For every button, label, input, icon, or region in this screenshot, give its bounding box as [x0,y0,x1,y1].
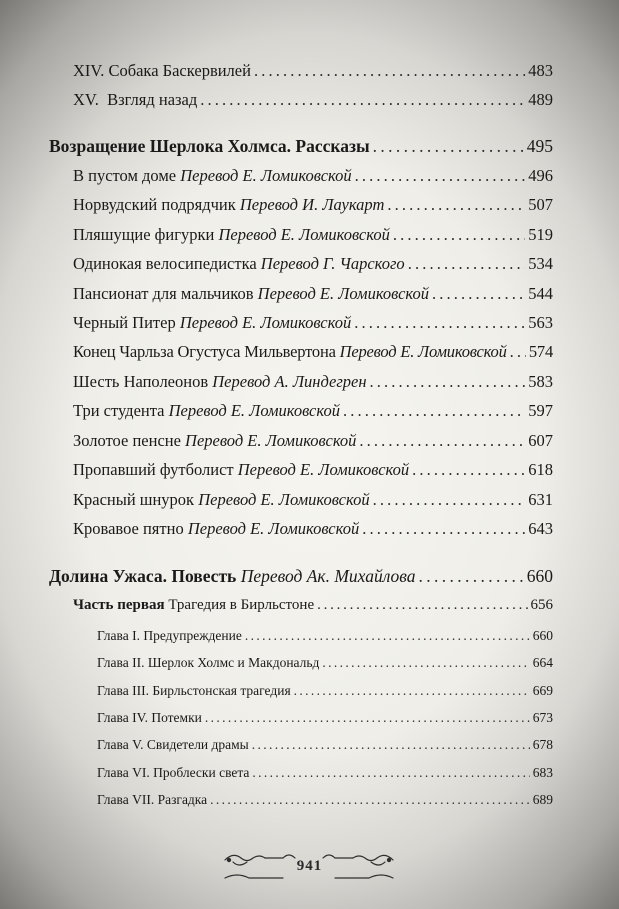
entry-translator: Перевод Е. Ломиковской [257,284,430,303]
toc-entry [0,195,619,215]
toc-entry [0,342,619,362]
entry-translator: Перевод Е. Ломиковской [218,225,390,244]
dot-leader [252,765,529,781]
dot-leader [294,683,530,699]
entry-page-number: 678 [532,737,553,752]
toc-entry [0,225,619,245]
toc-chapter-entry [0,765,619,781]
toc-section-heading [0,566,619,587]
entry-title: Одинокая велосипедистка [73,254,261,273]
dot-leader [373,136,524,157]
dot-leader [200,90,525,110]
toc-chapter-entry [0,737,619,753]
entry-title: Глава V. Свидетели драмы [97,737,249,752]
toc-section-heading [0,136,619,157]
entry-page-number: 660 [532,628,553,643]
entry-title: Норвудский подрядчик [73,195,240,214]
dot-leader [343,401,525,421]
entry-translator: Перевод Е. Ломиковской [180,166,352,185]
entry-page-number: 519 [528,225,553,244]
dot-leader [322,655,529,671]
entry-page-number: 660 [526,566,553,586]
entry-page-number: 631 [528,490,553,509]
entry-translator: Перевод Ак. Михайлова [240,566,416,586]
entry-page-number: 483 [528,61,553,80]
entry-title: Пропавший футболист [73,460,238,479]
entry-page-number: 534 [528,254,553,273]
entry-title: Глава VII. Разгадка [97,792,208,807]
dot-leader [245,628,530,644]
dot-leader [359,431,525,451]
entry-title: Пансионат для мальчиков [73,284,258,303]
entry-translator: Перевод Е. Ломиковской [237,460,410,479]
entry-translator: Перевод Е. Ломиковской [185,431,357,450]
entry-title: Трагедия в Бирльстоне [168,597,315,613]
entry-translator: Перевод Е. Ломиковской [198,490,370,509]
entry-translator: Перевод А. Линдегрен [212,372,367,391]
section-title: Возращение Шерлока Холмса. Рассказы [49,136,370,156]
toc-entry [0,90,619,110]
entry-title: Глава I. Предупреждение [97,628,242,643]
entry-page-number: 563 [528,313,553,332]
toc-chapter-entry [0,655,619,671]
entry-page-number: 597 [528,401,553,420]
dot-leader [373,490,526,510]
dot-leader [354,313,525,333]
entry-page-number: 495 [526,136,553,156]
entry-title: Конец Чарльза Огустуса Мильвертона [73,342,340,361]
entry-page-number: 669 [532,683,553,698]
entry-title: Глава II. Шерлок Холмс и Макдональд [97,655,320,670]
toc-entry [0,254,619,274]
dot-leader [317,597,527,614]
entry-translator: Перевод Е. Ломиковской [339,342,507,361]
entry-title: Глава IV. Потемки [97,710,202,725]
entry-translator: Перевод Г. Чарского [260,254,405,273]
dot-leader [205,710,530,726]
page-number: 941 [296,858,323,874]
entry-title: Шесть Наполеонов [73,372,213,391]
toc-entry [0,284,619,304]
toc-entry [0,166,619,186]
entry-translator: Перевод Е. Ломиковской [187,519,360,538]
entry-page-number: 673 [532,710,553,725]
toc-chapter-entry [0,628,619,644]
toc-part-entry [0,597,619,614]
entry-page-number: 583 [528,372,553,391]
entry-page-number: 544 [528,284,553,303]
dot-leader [355,166,526,186]
toc-chapter-entry [0,792,619,808]
dot-leader [362,519,525,539]
entry-title: В пустом доме [73,166,181,185]
part-label: Часть первая [73,597,169,613]
entry-title: XIV. Собака Баскервилей [73,61,251,80]
dot-leader [210,792,530,808]
dot-leader [393,225,525,245]
entry-title: Пляшущие фигурки [73,225,219,244]
entry-title: Глава III. Бирльстонская трагедия [97,683,291,698]
entry-translator: Перевод Е. Ломиковской [179,313,352,332]
dot-leader [370,372,526,392]
dot-leader [432,284,525,304]
entry-translator: Перевод И. Лаукарт [239,195,385,214]
dot-leader [412,460,525,480]
entry-page-number: 643 [528,519,553,538]
entry-page-number: 507 [528,195,553,214]
entry-title: Красный шнурок [73,490,199,509]
toc-chapter-entry [0,683,619,699]
entry-title: Черный Питер [73,313,180,332]
toc-entry [0,372,619,392]
entry-title: Глава VI. Проблески света [97,765,250,780]
toc-entry [0,401,619,421]
dot-leader [252,737,530,753]
entry-translator: Перевод Е. Ломиковской [168,401,340,420]
entry-page-number: 607 [528,431,553,450]
toc-entry [0,431,619,451]
entry-page-number: 683 [532,765,553,780]
entry-page-number: 689 [532,792,553,807]
dot-leader [254,61,525,81]
entry-title: Три студента [73,401,169,420]
toc-entry [0,313,619,333]
toc-chapter-entry [0,710,619,726]
entry-title: XV. Взгляд назад [73,90,198,109]
toc-entry [0,490,619,510]
entry-title: Золотое пенсне [73,431,186,450]
entry-page-number: 618 [528,460,553,479]
entry-page-number: 496 [528,166,553,185]
entry-title: Кровавое пятно [73,519,188,538]
dot-leader [510,342,526,362]
toc-entry [0,460,619,480]
entry-page-number: 574 [528,342,553,361]
entry-page-number: 664 [532,655,553,670]
toc-entry [0,519,619,539]
toc-entry [0,61,619,81]
dot-leader [387,195,525,215]
page-footer [0,848,619,888]
section-title: Долина Ужаса. Повесть [49,566,241,586]
entry-page-number: 489 [528,90,553,109]
entry-page-number: 656 [530,597,553,613]
dot-leader [408,254,526,274]
dot-leader [419,566,524,587]
